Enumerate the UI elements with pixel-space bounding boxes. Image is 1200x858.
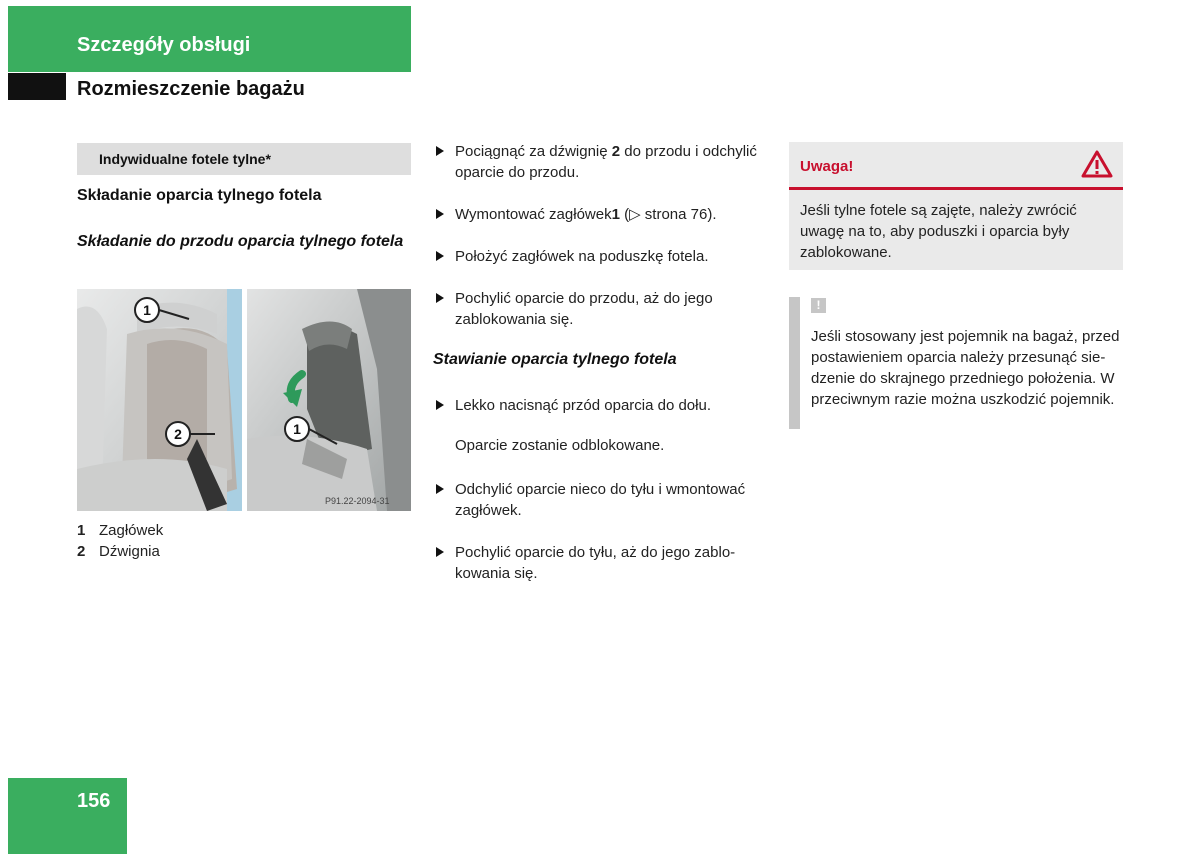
legend-number: 2	[77, 543, 86, 560]
warning-body	[789, 190, 1123, 270]
warning-label: Uwaga!	[800, 158, 854, 175]
legend-item	[77, 543, 160, 560]
legend-item	[77, 522, 163, 539]
seat-photo-right	[247, 289, 411, 511]
feature-box-label: Indywidualne fotele tylne*	[99, 151, 271, 167]
page-number: 156	[77, 790, 111, 812]
bullet-triangle-icon	[436, 400, 444, 410]
italic-heading: Składanie do przodu oparcia tylnego fotela	[77, 233, 404, 250]
step-item: Położyć zagłówek na poduszkę fotela.	[436, 246, 776, 267]
section-title: Szczegóły obsługi	[77, 34, 251, 56]
warning-triangle-icon	[1081, 150, 1113, 183]
feature-box	[77, 143, 411, 175]
svg-text:1: 1	[293, 421, 301, 437]
step-item: Lekko nacisnąć przód oparcia do dołu.	[436, 395, 776, 416]
legend-label: Zagłówek	[99, 522, 164, 539]
seat-photo-left	[77, 289, 242, 511]
bullet-triangle-icon	[436, 209, 444, 219]
svg-text:2: 2	[174, 426, 182, 442]
header-marker	[8, 73, 66, 100]
step-item: Wymontować zagłówek1 (▷ strona 76).	[436, 204, 776, 225]
bullet-triangle-icon	[436, 146, 444, 156]
legend-number: 1	[77, 522, 86, 539]
step-item: Odchylić oparcie nieco do tyłu i wmontować zagłówek.	[436, 479, 776, 521]
step-item: Pochylić oparcie do tyłu, aż do jego zablo-kowania się.	[436, 542, 776, 584]
result-text: Oparcie zostanie odblokowane.	[455, 437, 665, 454]
step-item: Pociągnąć za dźwignię 2 do przodu i odchylić oparcie do przodu.	[436, 141, 776, 183]
note-exclamation-icon: !	[811, 298, 826, 313]
warning-text: Jeśli tylne fotele są zajęte, należy zwrócić uwagę na to, aby poduszki i oparcia były zablokowane.	[800, 202, 1077, 261]
bullet-triangle-icon	[436, 484, 444, 494]
step-item: Pochylić oparcie do przodu, aż do jego zablokowania się.	[436, 288, 776, 330]
bullet-triangle-icon	[436, 293, 444, 303]
subheading: Składanie oparcia tylnego fotela	[77, 187, 322, 204]
note-bar	[789, 297, 800, 429]
bullet-triangle-icon	[436, 547, 444, 557]
image-code: P91.22-2094-31	[325, 496, 390, 506]
legend-label: Dźwignia	[99, 543, 160, 560]
svg-text:1: 1	[143, 302, 151, 318]
warning-header	[789, 142, 1123, 190]
page-title: Rozmieszczenie bagażu	[77, 78, 305, 100]
italic-heading-2: Stawianie oparcia tylnego fotela	[433, 351, 677, 368]
note-text: Jeśli stosowany jest pojemnik na bagaż, przed postawieniem oparcia należy przesunąć sie-dzenie do skrajnego przedniego położenia. W przeciwnym razie można uszkodzić pojemnik.	[811, 328, 1120, 408]
bullet-triangle-icon	[436, 251, 444, 261]
